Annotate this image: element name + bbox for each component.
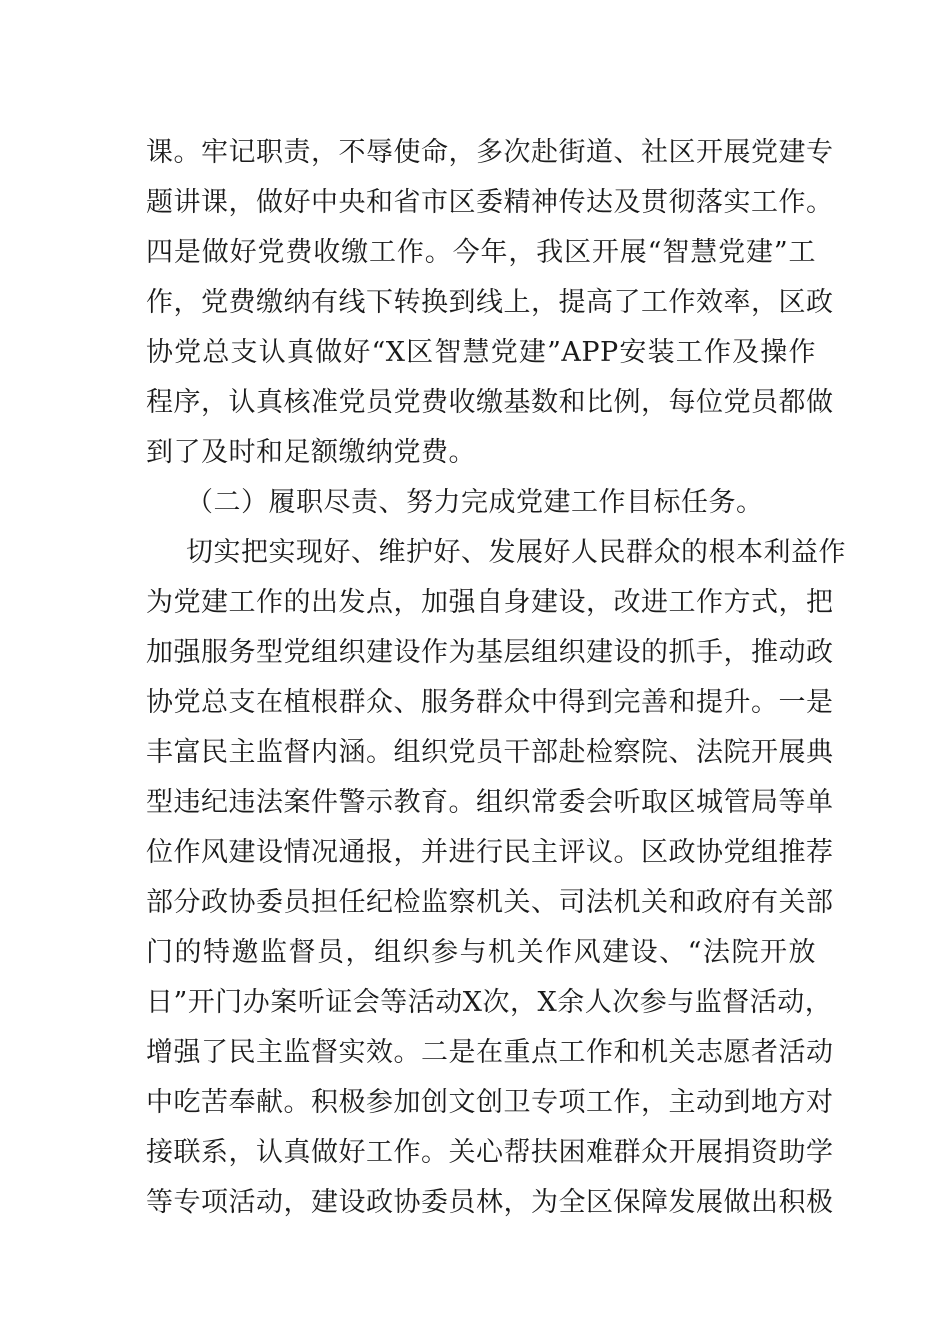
text-line: 等专项活动，建设政协委员林，为全区保障发展做出积极: [146, 1187, 834, 1218]
text-line: 接联系，认真做好工作。关心帮扶困难群众开展捐资助学: [146, 1137, 834, 1168]
text-line: 四是做好党费收缴工作。今年，我区开展“智慧党建”工: [146, 237, 816, 268]
text-line: 协党总支认真做好“X区智慧党建”APP安装工作及操作: [146, 337, 816, 368]
text-line: 为党建工作的出发点，加强自身建设，改进工作方式，把: [146, 587, 834, 618]
text-line: 到了及时和足额缴纳党费。: [146, 437, 476, 468]
text-line: 课。牢记职责，不辱使命，多次赴街道、社区开展党建专: [146, 137, 834, 168]
text-line: 增强了民主监督实效。二是在重点工作和机关志愿者活动: [146, 1037, 834, 1068]
text-line: 位作风建设情况通报，并进行民主评议。区政协党组推荐: [146, 837, 834, 868]
text-line: 题讲课，做好中央和省市区委精神传达及贯彻落实工作。: [146, 187, 834, 218]
text-line: 中吃苦奉献。积极参加创文创卫专项工作，主动到地方对: [146, 1087, 834, 1118]
text-line: 切实把实现好、维护好、发展好人民群众的根本利益作: [186, 537, 846, 568]
text-line: 加强服务型党组织建设作为基层组织建设的抓手，推动政: [146, 637, 834, 668]
text-line: 作，党费缴纳有线下转换到线上，提高了工作效率，区政: [146, 287, 834, 318]
section-heading: （二）履职尽责、努力完成党建工作目标任务。: [186, 487, 764, 518]
text-line: 日”开门办案听证会等活动X次，X余人次参与监督活动，: [146, 987, 833, 1018]
text-line: 部分政协委员担任纪检监察机关、司法机关和政府有关部: [146, 887, 834, 918]
text-line: 型违纪违法案件警示教育。组织常委会听取区城管局等单: [146, 787, 834, 818]
text-line: 协党总支在植根群众、服务群众中得到完善和提升。一是: [146, 687, 834, 718]
text-line: 丰富民主监督内涵。组织党员干部赴检察院、法院开展典: [146, 737, 834, 768]
text-line: 门的特邀监督员，组织参与机关作风建设、“法院开放: [146, 937, 816, 968]
text-line: 程序，认真核准党员党费收缴基数和比例，每位党员都做: [146, 387, 834, 418]
body-text: [146, 128, 846, 1228]
